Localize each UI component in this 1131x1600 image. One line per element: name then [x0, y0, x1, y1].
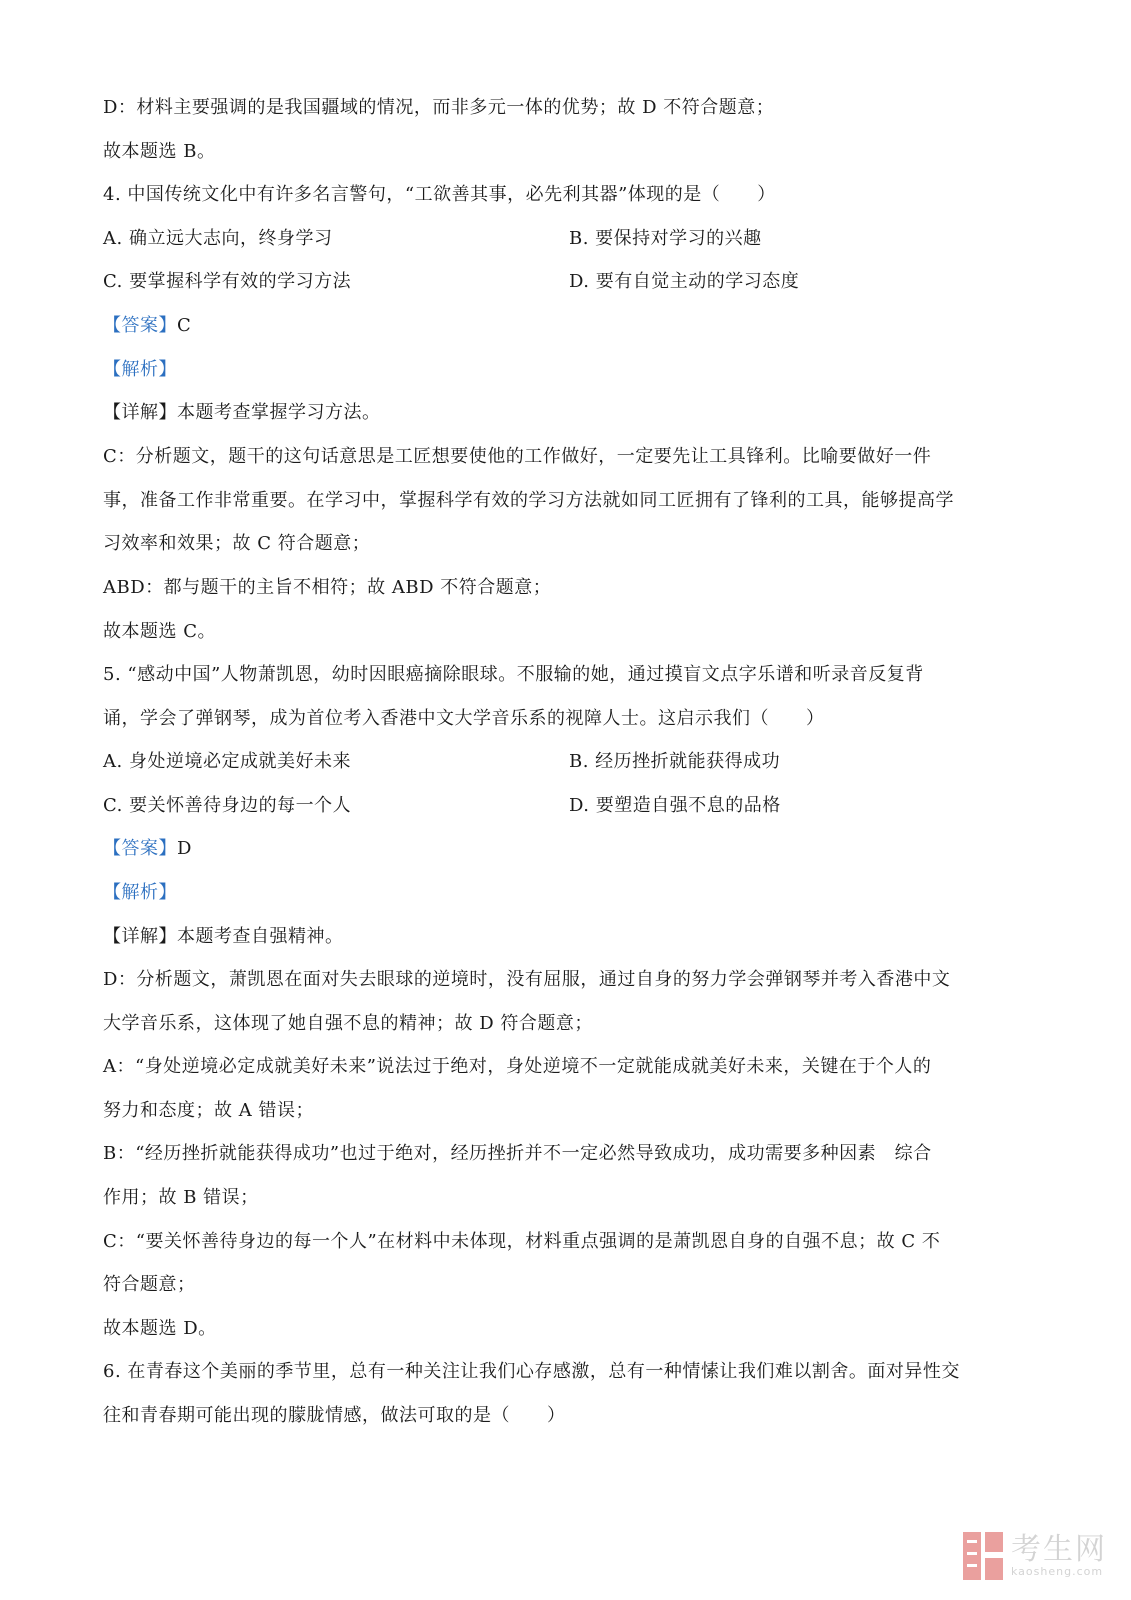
- question-4-stem: 4. 中国传统文化中有许多名言警句，“工欲善其事，必先利其器”体现的是（ ）: [103, 184, 776, 205]
- text-line: 故本题选 D。: [103, 1318, 217, 1339]
- text-line: 努力和态度；故 A 错误；: [103, 1100, 314, 1121]
- text-line: C：分析题文，题干的这句话意思是工匠想要使他的工作做好，一定要先让工具锋利。比喻要做好一件: [103, 446, 932, 467]
- watermark-logo-icon: [963, 1532, 1003, 1580]
- question-4-option-d: D. 要有自觉主动的学习态度: [569, 271, 800, 292]
- answer-tag: 【答案】: [103, 315, 177, 336]
- text-line: 符合题意；: [103, 1274, 196, 1295]
- question-5-option-c: C. 要关怀善待身边的每一个人: [103, 795, 352, 816]
- text-line: 习效率和效果；故 C 符合题意；: [103, 533, 371, 554]
- detail-5: 【详解】本题考查自强精神。: [103, 926, 344, 947]
- text-line: 故本题选 B。: [103, 141, 216, 162]
- text-line: D：材料主要强调的是我国疆域的情况，而非多元一体的优势；故 D 不符合题意；: [103, 97, 775, 118]
- question-5-option-a: A. 身处逆境必定成就美好未来: [103, 751, 351, 772]
- watermark: [963, 1532, 1107, 1580]
- question-4-option-b: B. 要保持对学习的兴趣: [569, 228, 762, 249]
- question-4-option-c: C. 要掌握科学有效的学习方法: [103, 271, 352, 292]
- answer-value: C: [177, 315, 192, 336]
- text-line: ABD：都与题干的主旨不相符；故 ABD 不符合题意；: [103, 577, 552, 598]
- analysis-tag-4: 【解析】: [103, 359, 177, 380]
- question-6-stem: 6. 在青春这个美丽的季节里，总有一种关注让我们心存感激，总有一种情愫让我们难以割舍。面对异性交: [103, 1361, 960, 1382]
- watermark-text: 考生网: [1011, 1532, 1107, 1567]
- question-5-option-b: B. 经历挫折就能获得成功: [569, 751, 781, 772]
- watermark-url: kaosheng.com: [1011, 1565, 1104, 1578]
- text-line: C：“要关怀善待身边的每一个人”在材料中未体现，材料重点强调的是萧凯恩自身的自强不息；故 C 不: [103, 1231, 941, 1252]
- text-line: 作用；故 B 错误；: [103, 1187, 259, 1208]
- detail-4: 【详解】本题考查掌握学习方法。: [103, 402, 381, 423]
- text-line: A：“身处逆境必定成就美好未来”说法过于绝对，身处逆境不一定就能成就美好未来，关键在于个人的: [103, 1056, 932, 1077]
- question-5-option-d: D. 要塑造自强不息的品格: [569, 795, 781, 816]
- answer-5: [103, 837, 192, 861]
- question-5-stem: 5. “感动中国”人物萧凯恩，幼时因眼癌摘除眼球。不服输的她，通过摸盲文点字乐谱和听录音反复背: [103, 664, 924, 685]
- text-line: 事，准备工作非常重要。在学习中，掌握科学有效的学习方法就如同工匠拥有了锋利的工具，能够提高学: [103, 490, 954, 511]
- text-line: D：分析题文，萧凯恩在面对失去眼球的逆境时，没有屈服，通过自身的努力学会弹钢琴并考入香港中文: [103, 969, 951, 990]
- question-6-stem: 往和青春期可能出现的朦胧情感，做法可取的是（ ）: [103, 1405, 566, 1426]
- text-line: 大学音乐系，这体现了她自强不息的精神；故 D 符合题意；: [103, 1013, 593, 1034]
- question-5-stem: 诵，学会了弹钢琴，成为首位考入香港中文大学音乐系的视障人士。这启示我们（ ）: [103, 708, 825, 729]
- answer-4: [103, 314, 191, 338]
- answer-tag: 【答案】: [103, 838, 177, 859]
- text-line: 故本题选 C。: [103, 621, 216, 642]
- question-4-option-a: A. 确立远大志向，终身学习: [103, 228, 333, 249]
- analysis-tag-5: 【解析】: [103, 882, 177, 903]
- text-line: B：“经历挫折就能获得成功”也过于绝对，经历挫折并不一定必然导致成功，成功需要多种因素 综合: [103, 1143, 932, 1164]
- answer-value: D: [177, 838, 192, 859]
